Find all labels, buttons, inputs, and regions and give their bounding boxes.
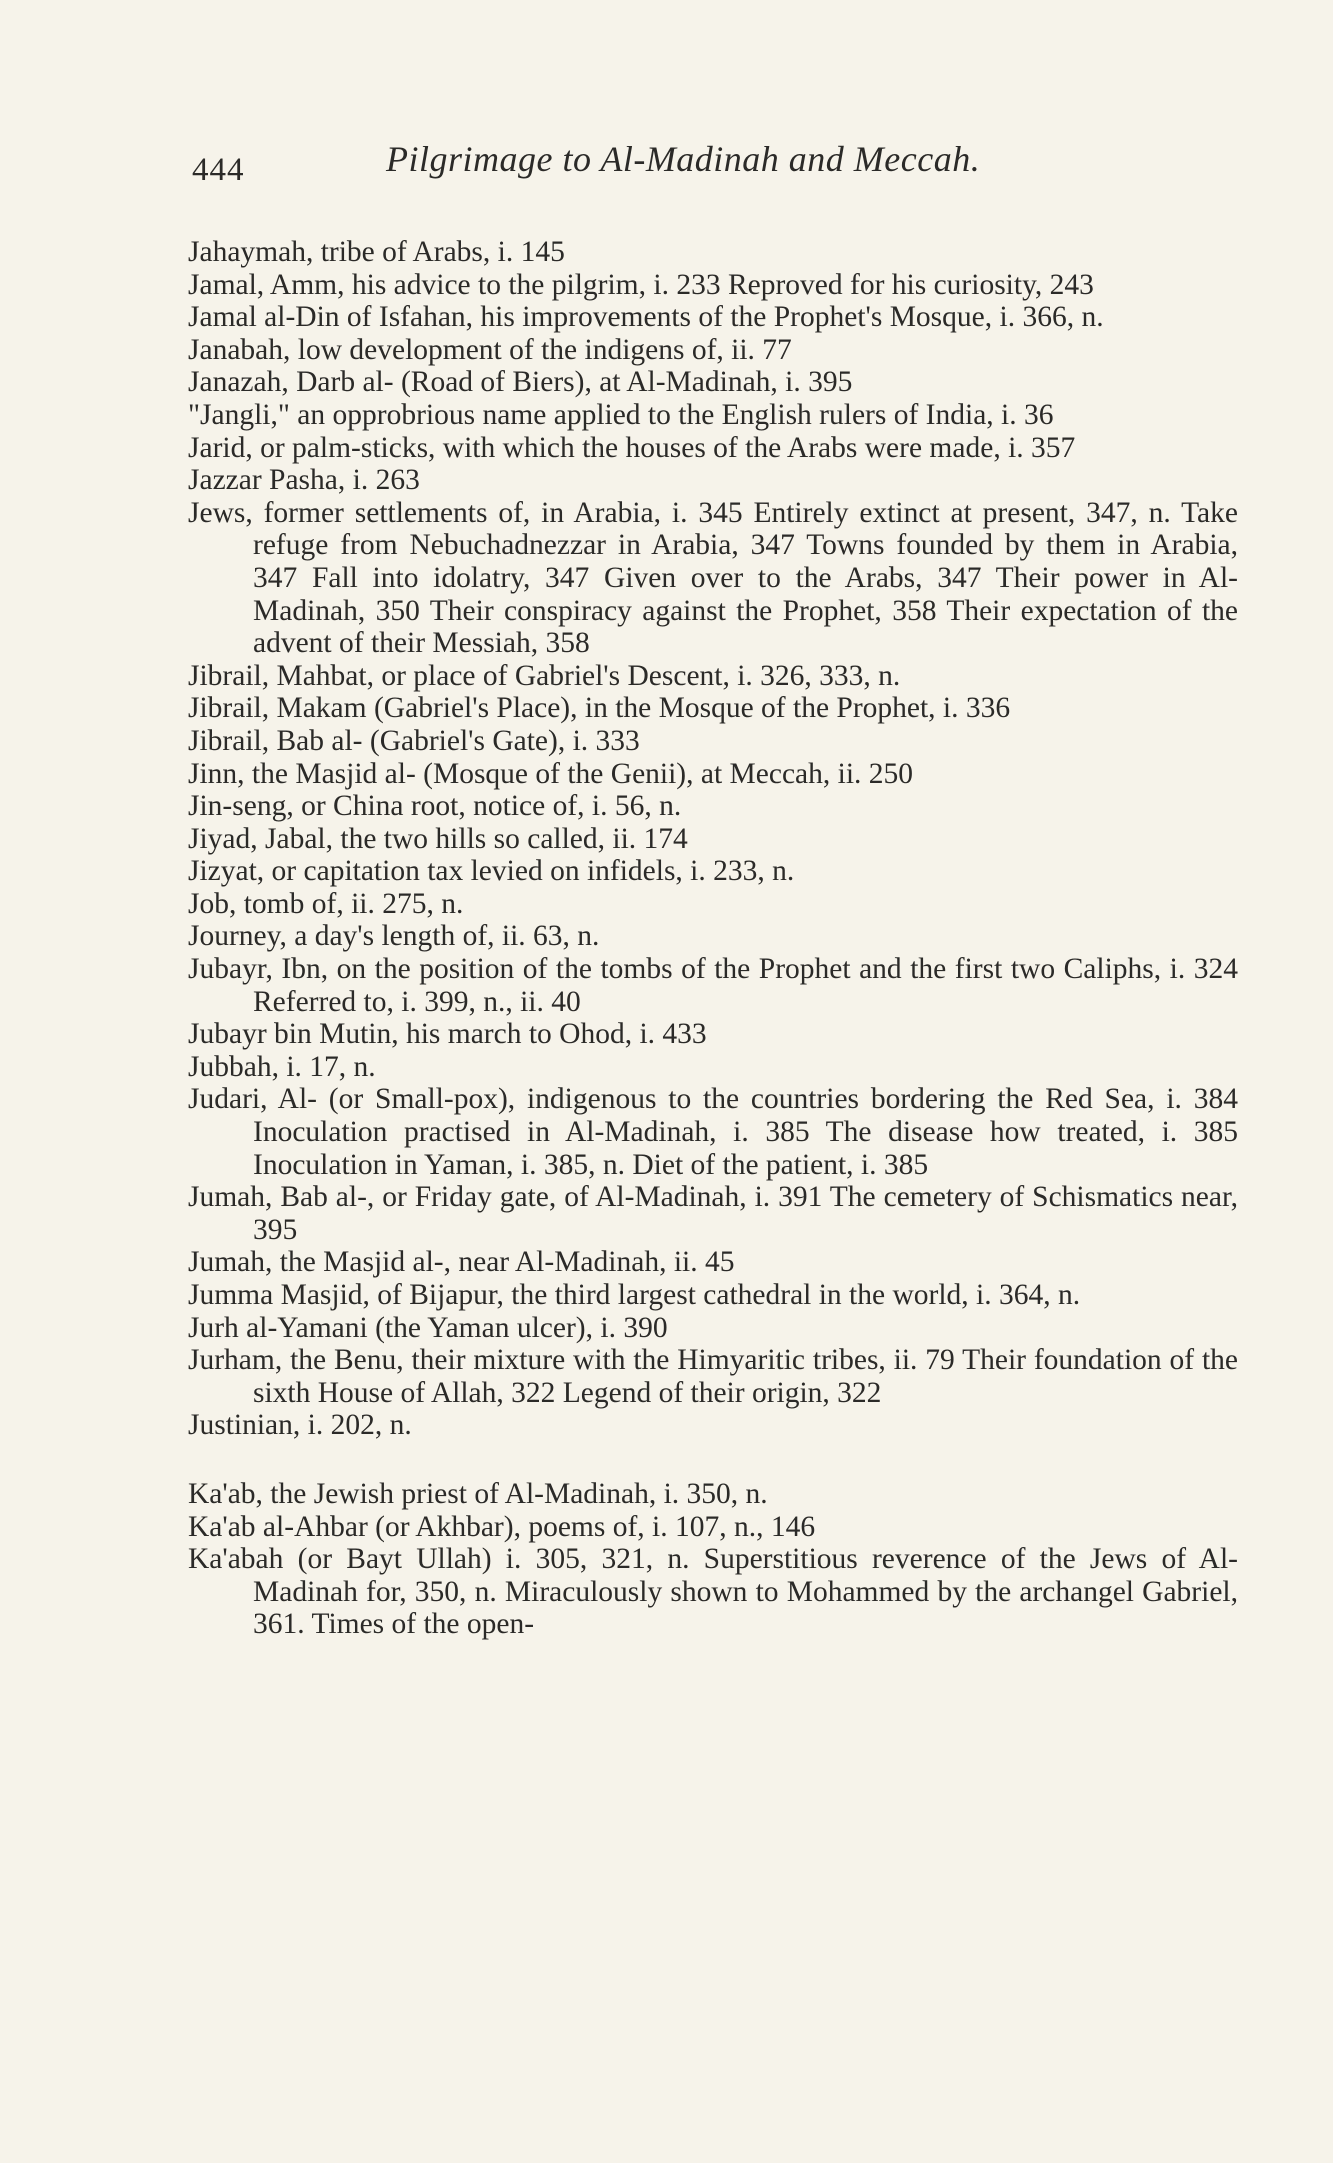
- index-entry: Jumma Masjid, of Bijapur, the third largest cathedral in the world, i. 364, n.: [188, 1279, 1081, 1311]
- index-entries: [188, 236, 1238, 1641]
- index-entry: Jamal al-Din of Isfahan, his improvements of the Prophet's Mosque, i. 366, n.: [188, 301, 1104, 334]
- index-entry: Jurham, the Benu, their mixture with the Himyaritic tribes, ii. 79 Their foundation of the sixth House of Allah, 322 Legend of their origin, 322: [188, 1344, 1238, 1409]
- running-title: Pilgrimage to Al-Madinah and Meccah.: [386, 139, 981, 179]
- index-entry: Ka'abah (or Bayt Ullah) i. 305, 321, n. Superstitious reverence of the Jews of Al-Madinah for, 350, n. Miraculously shown to Mohammed by the archangel Gabriel, 361. Times of the open-: [188, 1543, 1238, 1641]
- index-entry: Jubayr bin Mutin, his march to Ohod, i. 433: [188, 1018, 707, 1051]
- index-entry: Jazzar Pasha, i. 263: [188, 464, 420, 497]
- index-entry: Jibrail, Makam (Gabriel's Place), in the Mosque of the Prophet, i. 336: [188, 692, 1011, 725]
- page-number: 444: [192, 152, 245, 188]
- index-entry: Jubbah, i. 17, n.: [188, 1050, 376, 1083]
- index-entry: Janazah, Darb al- (Road of Biers), at Al-Madinah, i. 395: [188, 366, 853, 399]
- index-entry: Justinian, i. 202, n.: [188, 1409, 412, 1442]
- index-entry: Jews, former settlements of, in Arabia, i. 345 Entirely extinct at present, 347, n. Take refuge from Nebuchadnezzar in Arabia, 347 Towns founded by them in Arabia, 347 Fall into idolatry, 347 Given over to the Arabs, 347 Their power in Al-Madinah, 350 Their conspiracy against the Prophet, 358 Their expectation of the advent of their Messiah, 358: [188, 496, 1238, 660]
- index-entry: Jumah, the Masjid al-, near Al-Madinah, ii. 45: [188, 1246, 735, 1279]
- index-entry: Ka'ab, the Jewish priest of Al-Madinah, i. 350, n.: [188, 1477, 768, 1510]
- index-entry: Job, tomb of, ii. 275, n.: [188, 887, 464, 920]
- index-entry: Jumah, Bab al-, or Friday gate, of Al-Madinah, i. 391 The cemetery of Schismatics near, 395: [188, 1181, 1238, 1246]
- index-entry: Jamal, Amm, his advice to the pilgrim, i. 233 Reproved for his curiosity, 243: [188, 268, 1094, 301]
- index-entry: Journey, a day's length of, ii. 63, n.: [188, 920, 600, 953]
- index-page: [188, 138, 1238, 1641]
- index-entry: Jin-seng, or China root, notice of, i. 56, n.: [188, 790, 682, 823]
- index-entry: Jibrail, Bab al- (Gabriel's Gate), i. 333: [188, 724, 640, 757]
- index-entry: Jahaymah, tribe of Arabs, i. 145: [188, 236, 565, 268]
- index-entry: Jiyad, Jabal, the two hills so called, ii. 174: [188, 822, 688, 855]
- index-entry: Jurh al-Yamani (the Yaman ulcer), i. 390: [188, 1311, 668, 1344]
- index-entry: Jibrail, Mahbat, or place of Gabriel's Descent, i. 326, 333, n.: [188, 659, 901, 692]
- index-entry: Janabah, low development of the indigens of, ii. 77: [188, 333, 792, 366]
- index-entry: Jubayr, Ibn, on the position of the tombs of the Prophet and the first two Caliphs, i. 324 Referred to, i. 399, n., ii. 40: [188, 953, 1238, 1018]
- index-entry: "Jangli," an opprobrious name applied to the English rulers of India, i. 36: [188, 398, 1054, 431]
- index-entry: Judari, Al- (or Small-pox), indigenous to the countries bordering the Red Sea, i. 384 Inoculation practised in Al-Madinah, i. 385 The disease how treated, i. 385 Inoculation in Yaman, i. 385, n. Diet of the patient, i. 385: [188, 1083, 1238, 1181]
- index-entry: Ka'ab al-Ahbar (or Akhbar), poems of, i. 107, n., 146: [188, 1510, 816, 1543]
- index-entry: Jizyat, or capitation tax levied on infidels, i. 233, n.: [188, 855, 795, 888]
- page-header: [188, 138, 1238, 198]
- index-entry: Jarid, or palm-sticks, with which the houses of the Arabs were made, i. 357: [188, 431, 1076, 464]
- section-gap: [188, 1442, 1238, 1478]
- index-entry: Jinn, the Masjid al- (Mosque of the Genii), at Meccah, ii. 250: [188, 757, 914, 790]
